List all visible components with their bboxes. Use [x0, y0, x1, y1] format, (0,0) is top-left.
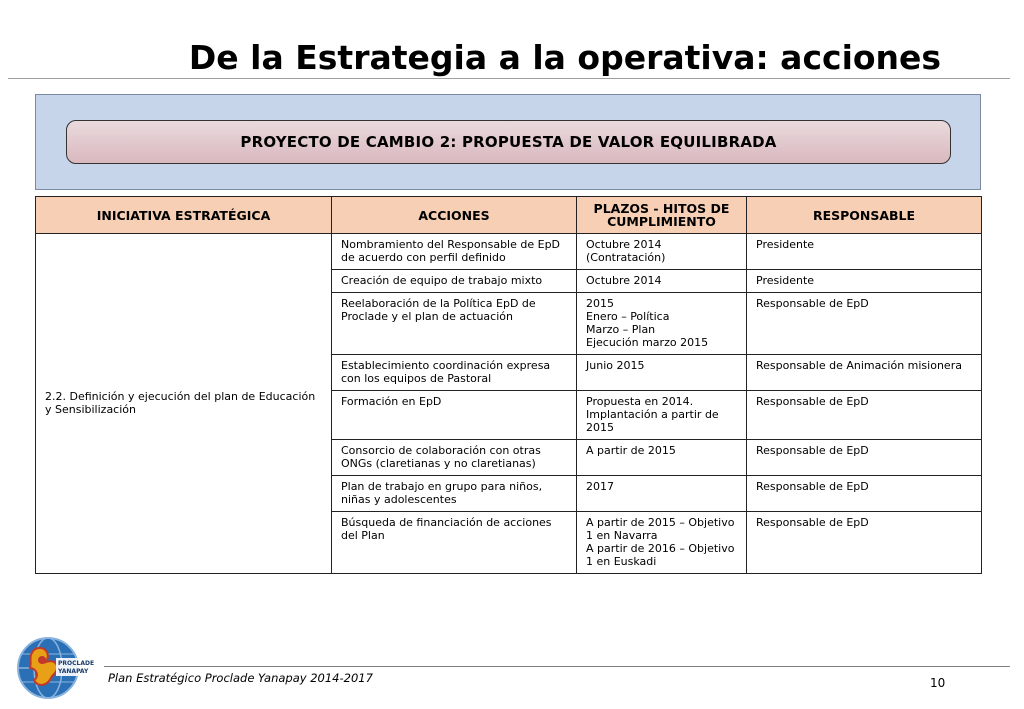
deadline-cell: Junio 2015 [577, 355, 747, 391]
header-initiative: INICIATIVA ESTRATÉGICA [36, 197, 332, 234]
proclade-yanapay-logo [12, 632, 94, 702]
responsible-cell: Responsable de EpD [747, 293, 982, 355]
deadline-cell: Octubre 2014 (Contratación) [577, 234, 747, 270]
action-cell: Plan de trabajo en grupo para niños, niñas y adolescentes [332, 476, 577, 512]
header-responsible: RESPONSABLE [747, 197, 982, 234]
deadline-cell: 2017 [577, 476, 747, 512]
action-cell: Nombramiento del Responsable de EpD de acuerdo con perfil definido [332, 234, 577, 270]
table-body [36, 234, 982, 574]
header-actions: ACCIONES [332, 197, 577, 234]
footer-divider [104, 666, 1010, 667]
deadline-cell: A partir de 2015 [577, 440, 747, 476]
page-number: 10 [930, 676, 946, 690]
action-cell: Formación en EpD [332, 391, 577, 440]
action-cell: Creación de equipo de trabajo mixto [332, 270, 577, 293]
project-banner: PROYECTO DE CAMBIO 2: PROPUESTA DE VALOR EQUILIBRADA [66, 120, 951, 164]
action-cell: Búsqueda de financiación de acciones del Plan [332, 512, 577, 574]
responsible-cell: Responsable de EpD [747, 391, 982, 440]
action-cell: Reelaboración de la Política EpD de Proclade y el plan de actuación [332, 293, 577, 355]
responsible-cell: Presidente [747, 234, 982, 270]
responsible-cell: Responsable de EpD [747, 476, 982, 512]
slide-title: De la Estrategia a la operativa: acciones [188, 38, 942, 77]
table-header-row [36, 197, 982, 234]
footer-text: Plan Estratégico Proclade Yanapay 2014-2017 [108, 671, 373, 685]
responsible-cell: Responsable de EpD [747, 512, 982, 574]
deadline-cell: 2015 Enero – Política Marzo – Plan Ejecución marzo 2015 [577, 293, 747, 355]
header-deadlines: PLAZOS - HITOS DE CUMPLIMIENTO [577, 197, 747, 234]
responsible-cell: Responsable de EpD [747, 440, 982, 476]
initiative-cell: 2.2. Definición y ejecución del plan de Educación y Sensibilización [36, 234, 332, 574]
title-divider [8, 78, 1010, 79]
deadline-cell: Octubre 2014 [577, 270, 747, 293]
project-banner-box [35, 94, 981, 190]
logo-text-line2: YANAPAY [58, 668, 89, 675]
responsible-cell: Presidente [747, 270, 982, 293]
action-cell: Establecimiento coordinación expresa con los equipos de Pastoral [332, 355, 577, 391]
action-plan-table [35, 196, 982, 574]
responsible-cell: Responsable de Animación misionera [747, 355, 982, 391]
deadline-cell: Propuesta en 2014. Implantación a partir de 2015 [577, 391, 747, 440]
deadline-cell: A partir de 2015 – Objetivo 1 en Navarra A partir de 2016 – Objetivo 1 en Euskadi [577, 512, 747, 574]
action-cell: Consorcio de colaboración con otras ONGs (claretianas y no claretianas) [332, 440, 577, 476]
logo-text-line1: PROCLADE [58, 660, 94, 667]
table-row [36, 234, 982, 270]
